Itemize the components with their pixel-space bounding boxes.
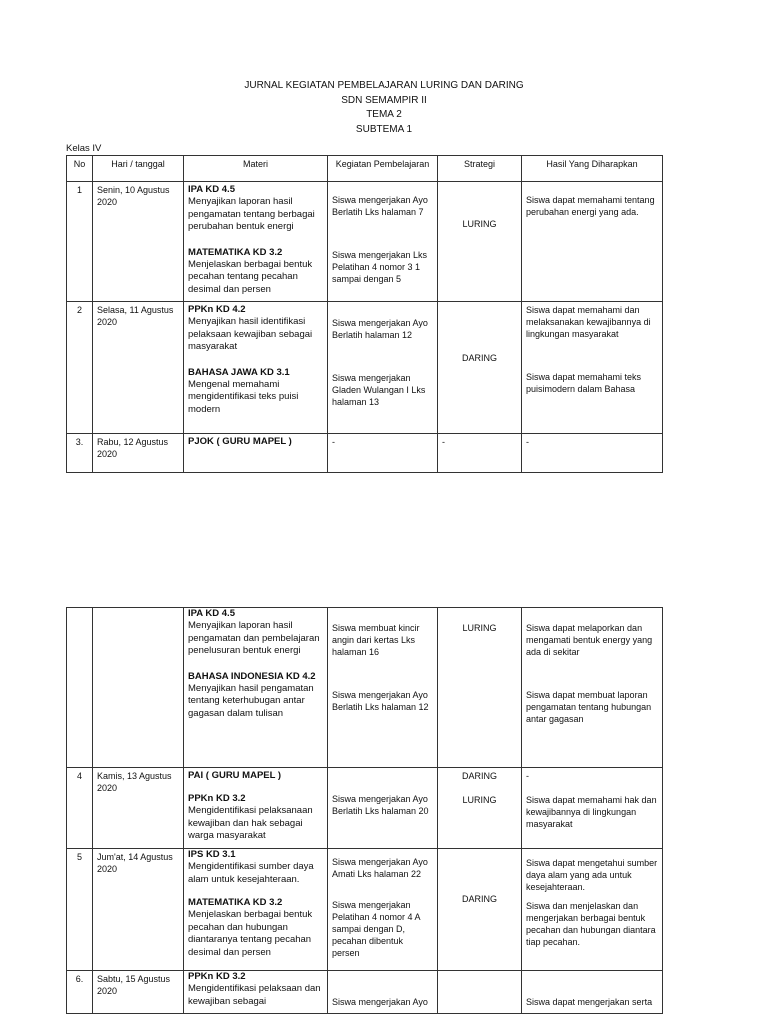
row-strategi [438,302,522,434]
expected-result-text: Siswa dapat memahami tentang perubahan energi yang ada. [526,195,655,217]
table-row [67,608,663,768]
table-row [67,434,663,473]
strategy-text: LURING [462,623,497,633]
row-kegiatan [328,971,438,1014]
kd-heading: IPA KD 4.5 [188,184,235,195]
title-line-2: SDN SEMAMPIR II [341,94,427,106]
row-materi [184,302,328,434]
row-hasil [522,768,663,849]
activity-text: Siswa mengerjakan Pelatihan 4 nomor 4 A sampai dengan D, pecahan dibentuk persen [332,900,421,958]
kd-description: Menyajikan hasil identifikasi pelaksaan kewajiban sebagai masyarakat [188,316,313,352]
expected-result-text: Siswa dan menjelaskan dan mengerjakan berbagai bentuk pecahan dan hubungan diantara tiap pecahan. [526,901,656,947]
col-header-no: No [67,156,93,182]
title-line-4: SUBTEMA 1 [355,123,413,135]
kd-heading: PPKn KD 3.2 [188,793,246,804]
strategy-text: LURING [462,219,497,229]
row-kegiatan [328,302,438,434]
kd-description: Menyajikan hasil pengamatan tentang keterhubugan antar gagasan dalam tulisan [188,682,314,719]
strategy-text: DARING [461,894,497,904]
table-row [67,971,663,1014]
row-hasil [522,849,663,971]
kd-heading: PPKn KD 4.2 [188,304,246,315]
row-date [93,608,184,768]
strategy-text: DARING [461,771,497,781]
kd-heading: PJOK ( GURU MAPEL ) [188,436,292,447]
row-materi [184,182,328,302]
class-label: Kelas IV [66,143,102,154]
table-row [67,849,663,971]
row-materi [184,768,328,849]
row-number: 2 [67,302,93,434]
row-materi [184,608,328,768]
row-strategi [438,608,522,768]
expected-result-text: Siswa dapat membuat laporan pengamatan tentang hubungan antar gagasan [526,690,652,724]
row-strategi: - [438,434,522,473]
kd-heading: MATEMATIKA KD 3.2 [188,246,283,258]
row-date: Rabu, 12 Agustus 2020 [93,434,184,473]
activity-text: Siswa mengerjakan Ayo Berlatih Lks halaman 12 [332,690,429,712]
row-date: Selasa, 11 Agustus 2020 [93,302,184,434]
kd-heading: PAI ( GURU MAPEL ) [188,770,282,781]
journal-table-page-2 [66,607,663,1014]
table-row [67,182,663,302]
title-line-3: TEMA 2 [366,109,402,120]
row-number: 5 [67,849,93,971]
activity-text: Siswa mengerjakan Ayo [332,997,428,1007]
row-number [67,608,93,768]
activity-text: Siswa mengerjakan Ayo Berlatih halaman 12 [332,318,428,340]
expected-result-text: Siswa dapat melaporkan dan mengamati bentuk energy yang ada di sekitar [526,623,653,657]
kd-description: Mengidentifikasi pelaksaan dan kewajiban sebagai [188,983,321,1007]
kd-heading: BAHASA INDONESIA KD 4.2 [188,670,316,682]
row-number: 4 [67,768,93,849]
row-hasil [522,608,663,768]
activity-text: Siswa mengerjakan Ayo Berlatih Lks halaman 20 [332,794,429,816]
kd-description: Mengenal memahami mengidentifikasi teks puisi modern [188,378,299,415]
row-materi [184,849,328,971]
title-line-1: JURNAL KEGIATAN PEMBELAJARAN LURING DAN DARING [244,80,524,91]
row-materi [184,434,328,473]
activity-text: Siswa membuat kincir angin dari kertas Lks halaman 16 [332,623,420,657]
row-kegiatan [328,849,438,971]
table-header-row [67,156,663,182]
row-hasil: - [522,434,663,473]
kd-heading: PPKn KD 3.2 [188,971,246,982]
expected-result-text: Siswa dapat memahami dan melaksanakan kewajibannya di lingkungan masyarakat [526,305,651,339]
row-strategi [438,849,522,971]
kd-heading: IPS KD 3.1 [188,849,236,860]
expected-result-text: Siswa dapat mengerjakan serta [526,997,653,1007]
row-strategi [438,768,522,849]
kd-heading: BAHASA JAWA KD 3.1 [188,366,290,378]
row-number: 1 [67,182,93,302]
row-strategi [438,971,522,1014]
row-hasil [522,182,663,302]
expected-result-text: Siswa dapat memahami teks puisimodern dalam Bahasa [526,372,642,394]
col-header-materi: Materi [184,156,328,182]
document-title [0,79,768,137]
col-header-hari: Hari / tanggal [93,156,184,182]
activity-text: Siswa mengerjakan Ayo Berlatih Lks halaman 7 [332,195,428,217]
activity-text: Siswa mengerjakan Gladen Wulangan I Lks halaman 13 [332,373,426,407]
kd-description: Mengidentifikasi sumber daya alam untuk kesejahteraan. [188,861,314,885]
row-hasil [522,971,663,1014]
row-date: Jum'at, 14 Agustus 2020 [93,849,184,971]
row-number: 6. [67,971,93,1014]
col-header-strategi: Strategi [438,156,522,182]
row-kegiatan [328,768,438,849]
kd-description: Menyajikan laporan hasil pengamatan dan pembelajaran penelusuran bentuk energi [188,620,320,656]
kd-heading: IPA KD 4.5 [188,608,235,619]
kd-heading: MATEMATIKA KD 3.2 [188,897,283,908]
activity-text: Siswa mengerjakan Lks Pelatihan 4 nomor 3 1 sampai dengan 5 [332,250,428,284]
table-row [67,302,663,434]
journal-table-page-1 [66,155,663,473]
row-strategi [438,182,522,302]
col-header-kegiatan: Kegiatan Pembelajaran [328,156,438,182]
kd-description: Mengidentifikasi pelaksanaan kewajiban dan hak sebagai warga masyarakat [188,805,313,841]
row-date: Sabtu, 15 Agustus 2020 [93,971,184,1014]
expected-result-text: - [526,771,529,781]
strategy-text: DARING [461,353,497,363]
row-date: Kamis, 13 Agustus 2020 [93,768,184,849]
table-row [67,768,663,849]
col-header-hasil: Hasil Yang Diharapkan [522,156,663,182]
activity-text: Siswa mengerjakan Ayo Amati Lks halaman 22 [332,857,428,879]
row-hasil [522,302,663,434]
kd-description: Menjelaskan berbagai bentuk pecahan dan hubungan diantaranya tentang pecahan desimal dan persen [188,909,313,958]
kd-description: Menyajikan laporan hasil pengamatan tentang berbagai perubahan bentuk energi [188,196,315,232]
row-kegiatan [328,608,438,768]
strategy-text: LURING [462,795,497,805]
row-number: 3. [67,434,93,473]
expected-result-text: Siswa dapat mengetahui sumber daya alam yang ada untuk kesejahteraan. [526,858,658,892]
row-materi [184,971,328,1014]
row-kegiatan: - [328,434,438,473]
row-date: Senin, 10 Agustus 2020 [93,182,184,302]
row-kegiatan [328,182,438,302]
kd-description: Menjelaskan berbagai bentuk pecahan tentang pecahan desimal dan persen [188,258,313,295]
expected-result-text: Siswa dapat memahami hak dan kewajibannya di lingkungan masyarakat [526,795,657,829]
